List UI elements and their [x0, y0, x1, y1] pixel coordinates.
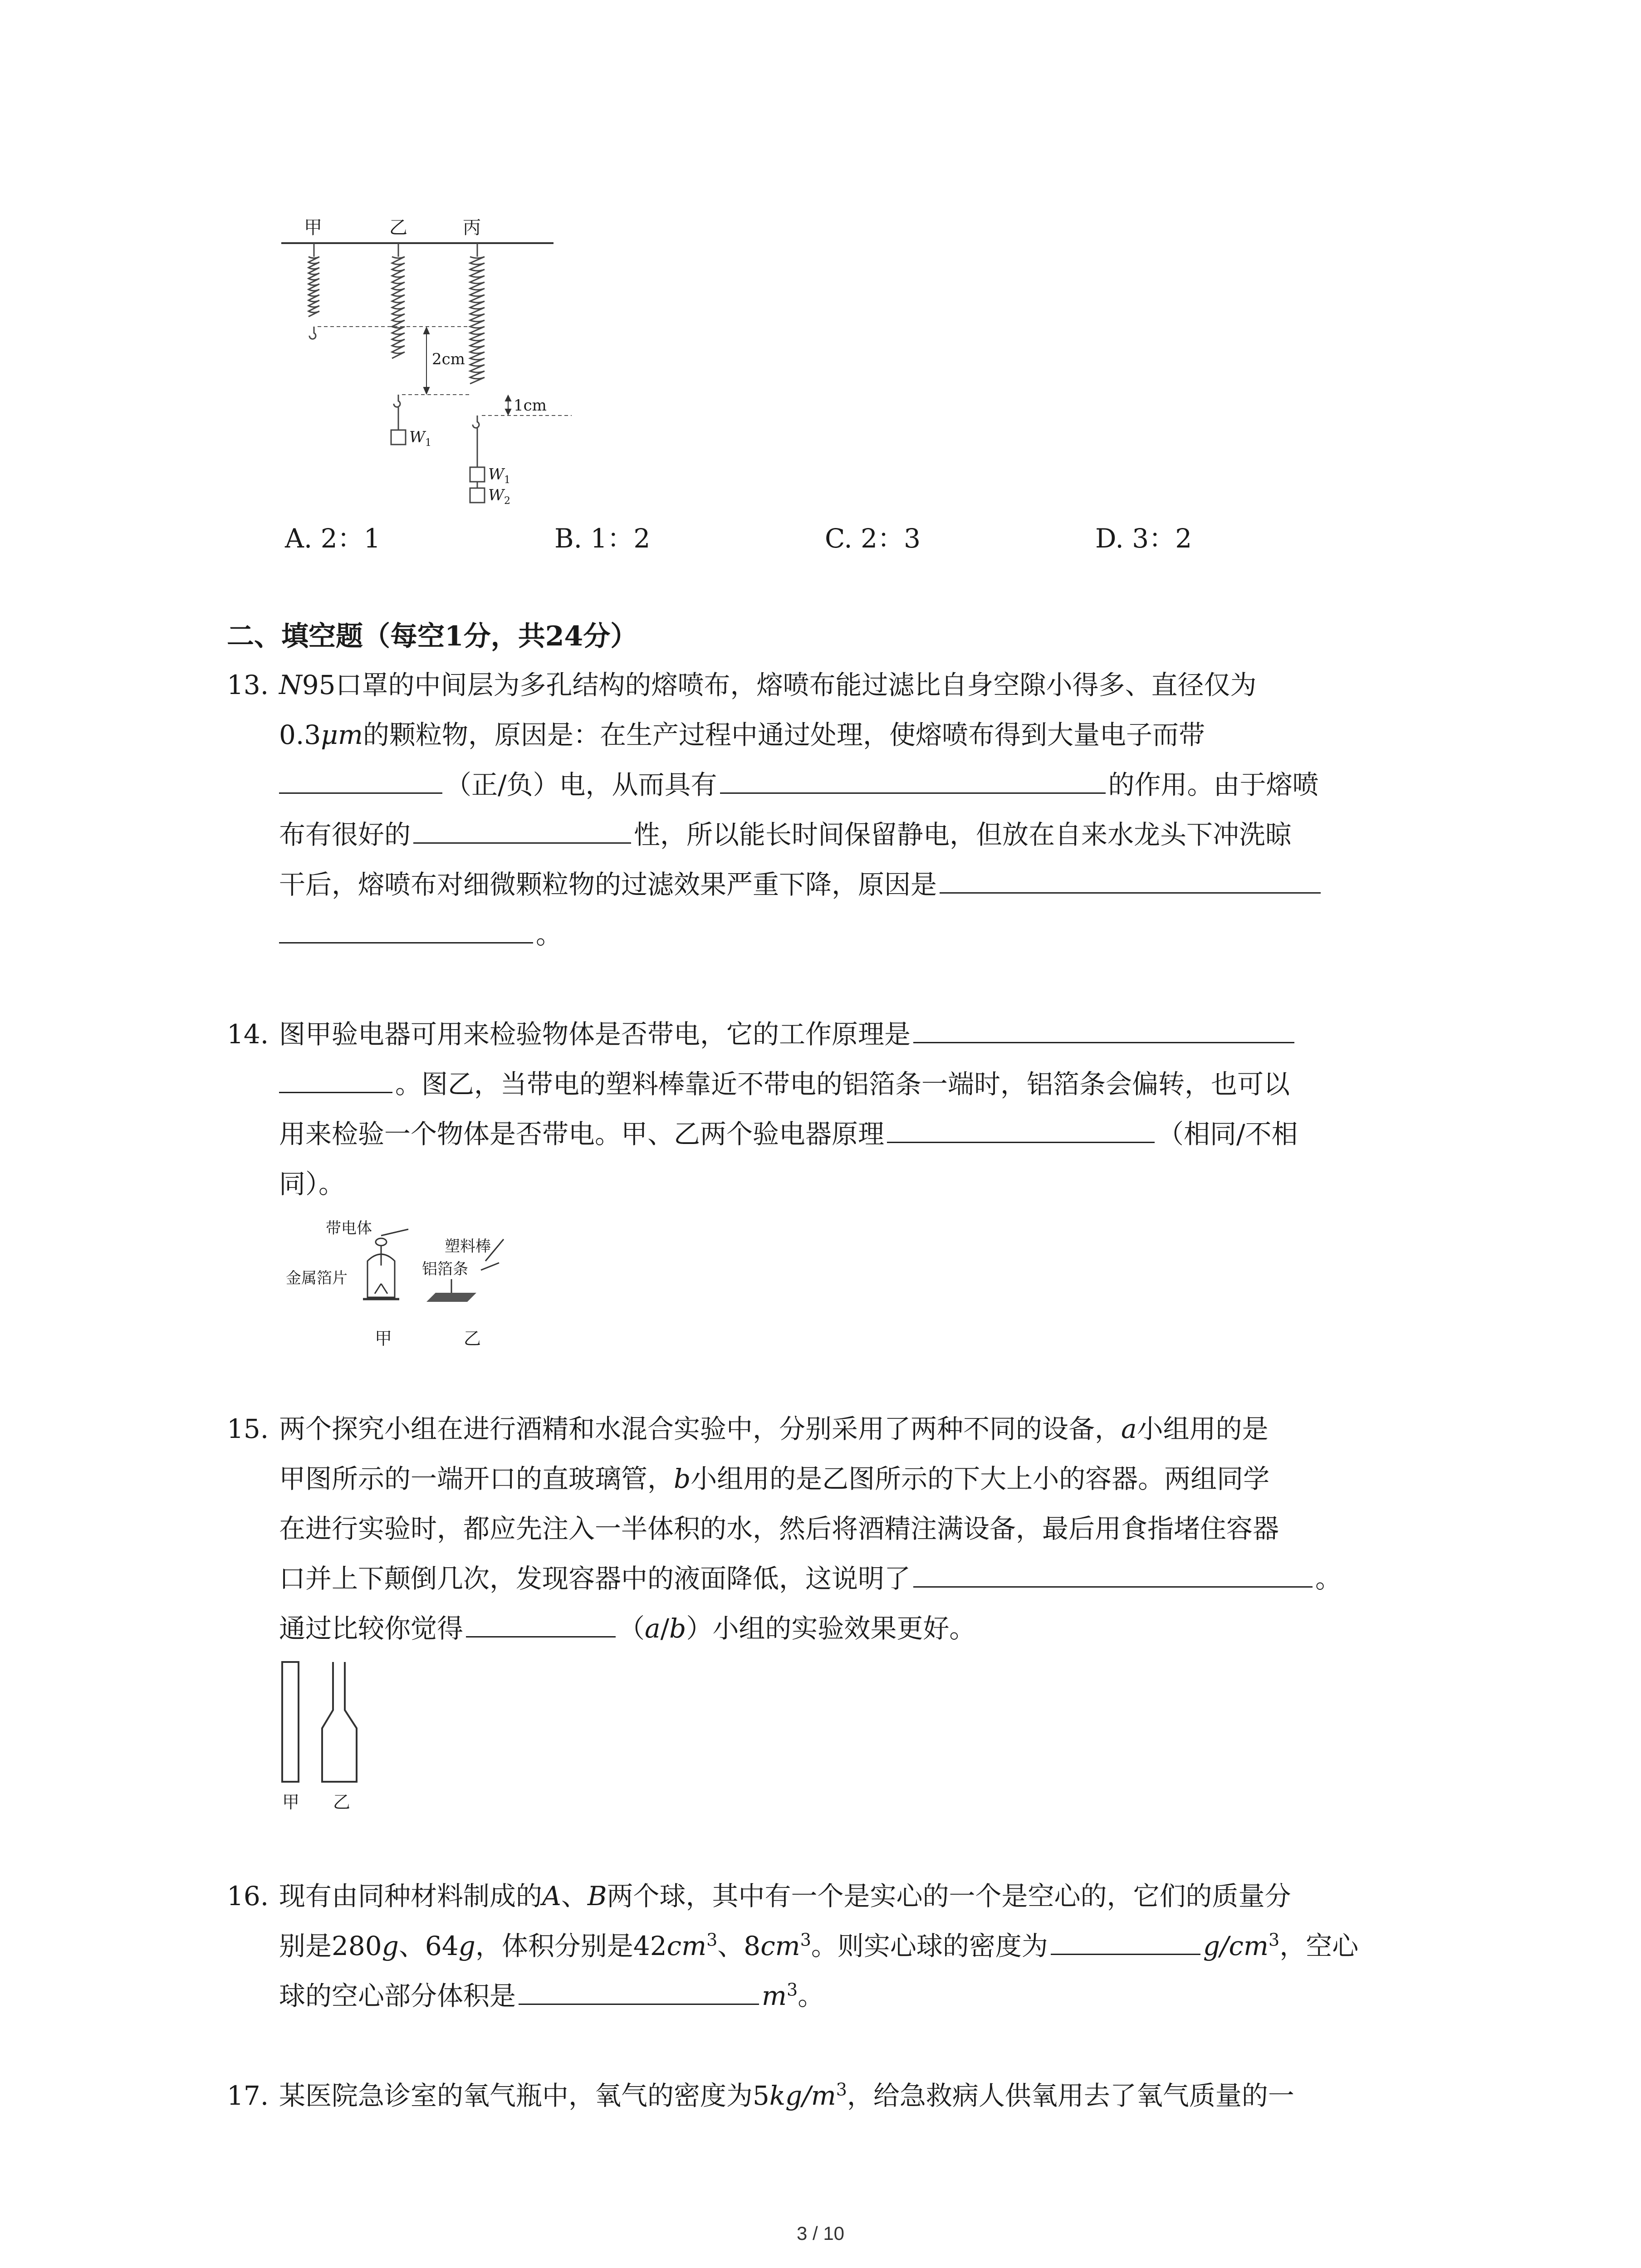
q17-line1: 某医院急诊室的氧气瓶中，氧气的密度为$5kg/m^3$，给急救病人供氧用去了氧气质量的一: [279, 2079, 1294, 2111]
q14-blank-2[interactable]: [279, 1069, 392, 1093]
q16-blank-1[interactable]: [1051, 1931, 1200, 1955]
option-a: A. 2：1: [285, 523, 381, 554]
tube-caption-yi: 乙: [333, 1792, 351, 1812]
label-metal-foil: 金属箔片: [286, 1269, 348, 1287]
q16-line1: 现有由同种材料制成的A、B两个球，其中有一个是实心的一个是空心的，它们的质量分: [279, 1881, 1291, 1911]
electroscope-figure: [286, 1216, 540, 1352]
q16-line3: 球的空心部分体积是 $m^3$。: [279, 1980, 824, 2011]
spring-drawing: [272, 213, 590, 522]
q13-blank-5[interactable]: [279, 919, 533, 943]
spring-figure: [272, 213, 590, 522]
dim-2cm: 2cm: [432, 350, 465, 368]
q14-line1: 图甲验电器可用来检验物体是否带电，它的工作原理是: [279, 1016, 1297, 1052]
q14-number: 14.: [227, 1019, 269, 1050]
q14-blank-1[interactable]: [913, 1019, 1294, 1043]
q14-blank-3[interactable]: [887, 1119, 1155, 1143]
label-aluminium-strip: 铝箔条: [422, 1260, 468, 1278]
section-heading: 二、填空题（每空1分，共24分）: [227, 621, 638, 652]
q15-line2: 甲图所示的一端开口的直玻璃管，b小组用的是乙图所示的下大上小的容器。两组同学: [279, 1463, 1270, 1494]
figure-label-bing: 丙: [463, 217, 481, 238]
figure-label-yi: 乙: [389, 217, 407, 238]
page-number: 3 / 10: [796, 2223, 845, 2244]
q13-blank-2[interactable]: [720, 770, 1106, 794]
weight-label-w2: $W_2$: [488, 486, 510, 507]
q14-line2: 。图乙，当带电的塑料棒靠近不带电的铝箔条一端时，铝箔条会偏转，也可以: [279, 1066, 1290, 1102]
label-plastic-rod: 塑料棒: [445, 1237, 491, 1256]
q15-line3: 在进行实验时，都应先注入一半体积的水，然后将酒精注满设备，最后用食指堵住容器: [279, 1513, 1279, 1544]
q15-line1: 两个探究小组在进行酒精和水混合实验中，分别采用了两种不同的设备，a小组用的是: [279, 1413, 1269, 1444]
q13-line1: N95口罩的中间层为多孔结构的熔喷布，熔喷布能过滤比自身空隙小得多、直径仅为: [279, 670, 1257, 700]
caption-yi: 乙: [464, 1329, 481, 1349]
option-b: B. 1：2: [554, 523, 651, 554]
option-c: C. 2：3: [825, 523, 921, 554]
q15-blank-2[interactable]: [466, 1613, 616, 1637]
q16-blank-2[interactable]: [519, 1981, 759, 2005]
tube-drawing: [272, 1660, 390, 1787]
label-charged-body: 带电体: [326, 1219, 372, 1237]
q13-line5: 干后，熔喷布对细微颗粒物的过滤效果严重下降，原因是: [279, 866, 1323, 903]
q13-blank-4[interactable]: [940, 870, 1321, 894]
q13-blank-1[interactable]: [279, 770, 442, 794]
dim-1cm: 1cm: [514, 396, 547, 415]
figure-label-jia: 甲: [304, 217, 322, 238]
tube-caption-jia: 甲: [282, 1792, 300, 1812]
electroscope-drawing: [286, 1216, 540, 1325]
weight-label-w1-b: $W_1$: [488, 465, 510, 486]
caption-jia: 甲: [375, 1329, 392, 1349]
q15-number: 15.: [227, 1413, 269, 1444]
q13-line4: 布有很好的 性，所以能长时间保留静电，但放在自来水龙头下冲洗晾: [279, 819, 1292, 850]
q13-number: 13.: [227, 670, 269, 700]
q13-line6: 。: [279, 916, 562, 953]
q13-line2: 0.3μm的颗粒物，原因是：在生产过程中通过处理，使熔喷布得到大量电子而带: [279, 719, 1205, 750]
q15-line5: 通过比较你觉得 （a/b）小组的实验效果更好。: [279, 1613, 976, 1644]
q14-line4: 同）。: [279, 1168, 345, 1199]
q15-blank-1[interactable]: [913, 1564, 1313, 1588]
weight-label-w1-a: $W_1$: [409, 428, 431, 449]
q13-blank-3[interactable]: [413, 820, 631, 844]
tube-figure: [272, 1660, 390, 1814]
q14-line3: 用来检验一个物体是否带电。甲、乙两个验电器原理 （相同/不相: [279, 1119, 1298, 1149]
q16-number: 16.: [227, 1881, 269, 1911]
q17-number: 17.: [227, 2080, 269, 2111]
q16-line2: 别是280g、64g，体积分别是$42cm^3$、$8cm^3$。则实心球的密度为 $g/cm^3$，空心: [279, 1930, 1359, 1961]
option-d: D. 3：2: [1095, 523, 1192, 554]
q13-line3: （正/负）电，从而具有 的作用。由于熔喷: [279, 767, 1319, 803]
q15-line4: 口并上下颠倒几次，发现容器中的液面降低，这说明了 。: [279, 1563, 1342, 1594]
